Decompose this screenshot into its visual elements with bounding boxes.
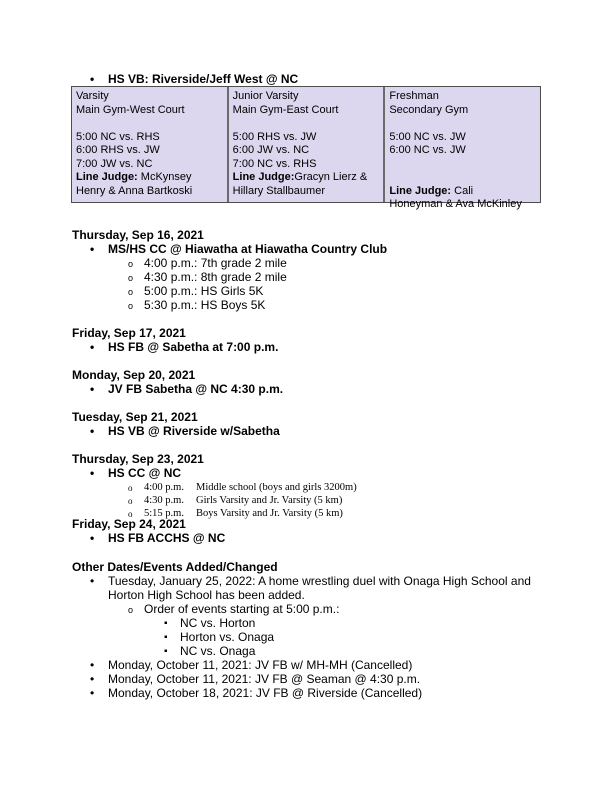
line-judge — [389, 185, 536, 199]
event-item: • HS CC @ NC — [108, 467, 181, 481]
subitem-desc: Middle school (boys and girls 3200m) — [196, 482, 357, 493]
line-judge-label: Line Judge: — [76, 171, 138, 183]
subitem-time: 4:30 p.m. — [144, 495, 184, 506]
column-location: Main Gym-East Court — [232, 103, 339, 116]
line-judge-label: Line Judge: — [389, 184, 452, 197]
match-item: ▪ NC vs. Onaga — [180, 645, 255, 659]
event-item: • JV FB Sabetha @ NC 4:30 p.m. — [108, 383, 283, 397]
schedule-subitem: o Order of events starting at 5:00 p.m.: — [144, 603, 339, 617]
column-location: Secondary Gym — [389, 103, 469, 116]
date-heading: Friday, Sep 17, 2021 — [72, 326, 186, 340]
line-judge-names: Cali — [451, 184, 474, 197]
game-row: 7:00 JW vs. NC — [76, 157, 153, 170]
date-heading: Monday, Sep 20, 2021 — [72, 368, 196, 382]
line-judge-names-cont: Henry & Anna Bartkoski — [76, 184, 193, 197]
game-row: 5:00 NC vs. RHS — [76, 130, 160, 143]
section-heading: Other Dates/Events Added/Changed — [72, 560, 278, 574]
event-item: • HS FB @ Sabetha at 7:00 p.m. — [108, 341, 278, 355]
schedule-subitem: o 4:00 p.m.: 7th grade 2 mile — [144, 257, 287, 271]
subitem-desc: Girls Varsity and Jr. Varsity (5 km) — [196, 495, 343, 506]
date-heading: Thursday, Sep 16, 2021 — [72, 228, 204, 242]
table-column-junior-varsity — [229, 87, 386, 202]
table-column-freshman — [385, 87, 540, 210]
date-heading: Thursday, Sep 23, 2021 — [72, 452, 204, 466]
line-judge-label: Line Judge: — [232, 171, 295, 183]
volleyball-schedule-table — [71, 86, 541, 210]
line-judge-names: McKynsey — [137, 171, 192, 183]
line-judge-names-cont: Honeyman & Ava McKinley — [389, 198, 522, 210]
column-location: Main Gym-West Court — [76, 103, 185, 116]
date-heading: Friday, Sep 24, 2021 — [72, 517, 186, 531]
line-judge-names-cont: Hillary Stallbaumer — [232, 184, 325, 197]
line-judge — [76, 171, 223, 185]
subitem-time: 4:00 p.m. — [144, 482, 184, 493]
match-item: ▪ NC vs. Horton — [180, 617, 255, 631]
schedule-subitem: o 4:30 p.m.: 8th grade 2 mile — [144, 271, 287, 285]
event-item-cont: Horton High School has been added. — [108, 588, 305, 602]
event-item: • MS/HS CC @ Hiawatha at Hiawatha Country Club — [108, 243, 387, 257]
schedule-subitem — [144, 494, 342, 508]
table-column-varsity — [72, 87, 229, 202]
schedule-subitem: o 5:00 p.m.: HS Girls 5K — [144, 285, 263, 299]
column-title: Freshman — [389, 90, 439, 102]
game-row: 6:00 JW vs. NC — [232, 144, 310, 156]
match-item: ▪ Horton vs. Onaga — [180, 631, 274, 645]
schedule-subitem — [144, 481, 357, 495]
game-row: 7:00 NC vs. RHS — [232, 157, 317, 170]
game-row: 5:00 RHS vs. JW — [232, 130, 317, 143]
column-title: Varsity — [76, 90, 109, 102]
game-row: 5:00 NC vs. JW — [389, 130, 466, 143]
subitem-time: 5:15 p.m. — [144, 508, 184, 519]
change-item: • Monday, October 18, 2021: JV FB @ Riverside (Cancelled) — [108, 687, 422, 701]
event-item: • HS FB ACCHS @ NC — [108, 532, 225, 546]
game-row: 6:00 RHS vs. JW — [76, 144, 160, 156]
line-judge — [233, 171, 380, 185]
date-heading: Tuesday, Sep 21, 2021 — [72, 410, 198, 424]
event-item: • HS VB @ Riverside w/Sabetha — [108, 425, 280, 439]
game-row: 6:00 NC vs. JW — [389, 144, 466, 156]
change-item: • Monday, October 11, 2021: JV FB @ Seaman @ 4:30 p.m. — [108, 673, 420, 687]
change-item: • Monday, October 11, 2021: JV FB w/ MH-MH (Cancelled) — [108, 659, 412, 673]
schedule-subitem: o 5:30 p.m.: HS Boys 5K — [144, 299, 265, 313]
column-title: Junior Varsity — [232, 90, 299, 102]
event-item: • Tuesday, January 25, 2022: A home wrestling duel with Onaga High School and — [108, 575, 531, 589]
subitem-desc: Boys Varsity and Jr. Varsity (5 km) — [196, 508, 343, 519]
vb-heading: • HS VB: Riverside/Jeff West @ NC — [108, 73, 298, 87]
line-judge-names: Gracyn Lierz & — [294, 171, 368, 183]
